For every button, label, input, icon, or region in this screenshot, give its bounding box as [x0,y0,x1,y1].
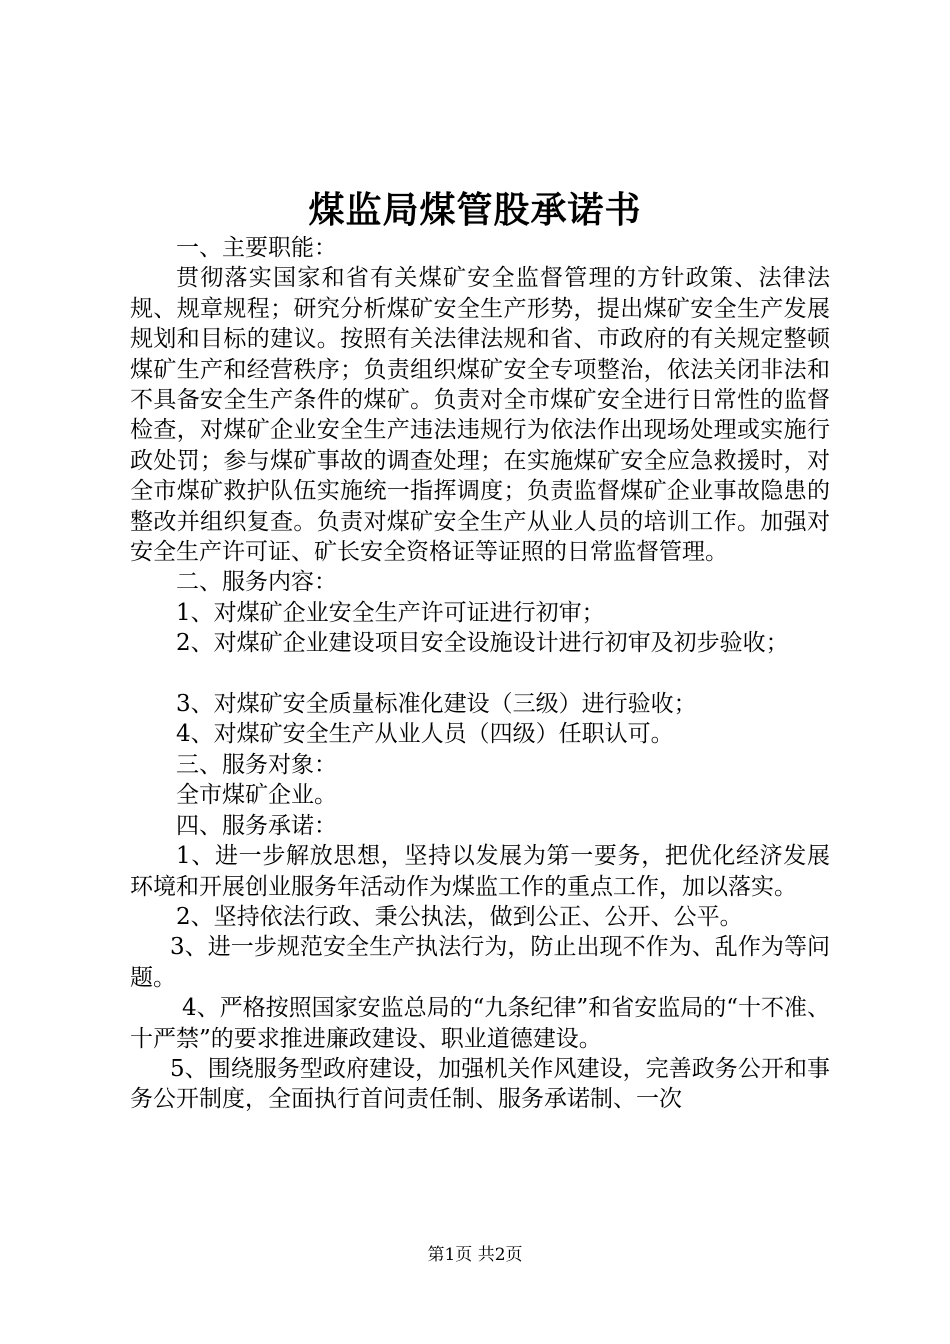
functions-heading: 一、主要职能： [176,235,337,261]
targets-heading: 三、服务对象： [176,751,337,778]
service-item: 2、对煤矿企业建设项目安全设施设计进行初审及初步验收； [176,630,789,657]
commitments-heading: 四、服务承诺： [176,812,337,839]
page-number-footer: 第1页 共2页 [427,1245,523,1265]
commitment-item: 3、进一步规范安全生产执法行为，防止出现不作为、乱作为等问题。 [130,934,830,991]
service-item: 3、对煤矿安全质量标准化建设（三级）进行验收； [176,691,697,718]
document-title: 煤监局煤管股承诺书 [308,189,642,231]
document-body [130,233,830,1115]
services-heading: 二、服务内容： [176,569,337,596]
commitment-item: 4、严格按照国家安监总局的“九条纪律”和省安监局的“十不准、十严禁”的要求推进廉政建设、职业道德建设。 [130,995,830,1052]
commitment-item: 5、围绕服务型政府建设，加强机关作风建设，完善政务公开和事务公开制度，全面执行首问责任制、服务承诺制、一次 [130,1055,830,1113]
service-item: 1、对煤矿企业安全生产许可证进行初审； [176,599,605,626]
targets-paragraph: 全市煤矿企业。 [176,782,337,809]
commitment-item: 1、进一步解放思想，坚持以发展为第一要务，把优化经济发展环境和开展创业服务年活动作为煤监工作的重点工作，加以落实。 [130,843,830,900]
service-item: 4、对煤矿安全生产从业人员（四级）任职认可。 [176,721,674,748]
functions-paragraph: 贯彻落实国家和省有关煤矿安全监督管理的方针政策、法律法规、规章规程；研究分析煤矿安全生产形势，提出煤矿安全生产发展规划和目标的建议。按照有关法律法规和省、市政府的有关规定整顿煤矿生产和经营秩序；负责组织煤矿安全专项整治，依法关闭非法和不具备安全生产条件的煤矿。负责对全市煤矿安全进行日常性的监督检查，对煤矿企业安全生产违法违规行为依法作出现场处理或实施行政处罚；参与煤矿事故的调查处理；在实施煤矿安全应急救援时，对全市煤矿救护队伍实施统一指挥调度；负责监督煤矿企业事故隐患的整改并组织复查。负责对煤矿安全生产从业人员的培训工作。加强对安全生产许可证、矿长安全资格证等证照的日常监督管理。 [130,265,830,566]
blank-line [130,659,830,689]
commitment-item: 2、坚持依法行政、秉公执法，做到公正、公开、公平。 [176,903,743,930]
